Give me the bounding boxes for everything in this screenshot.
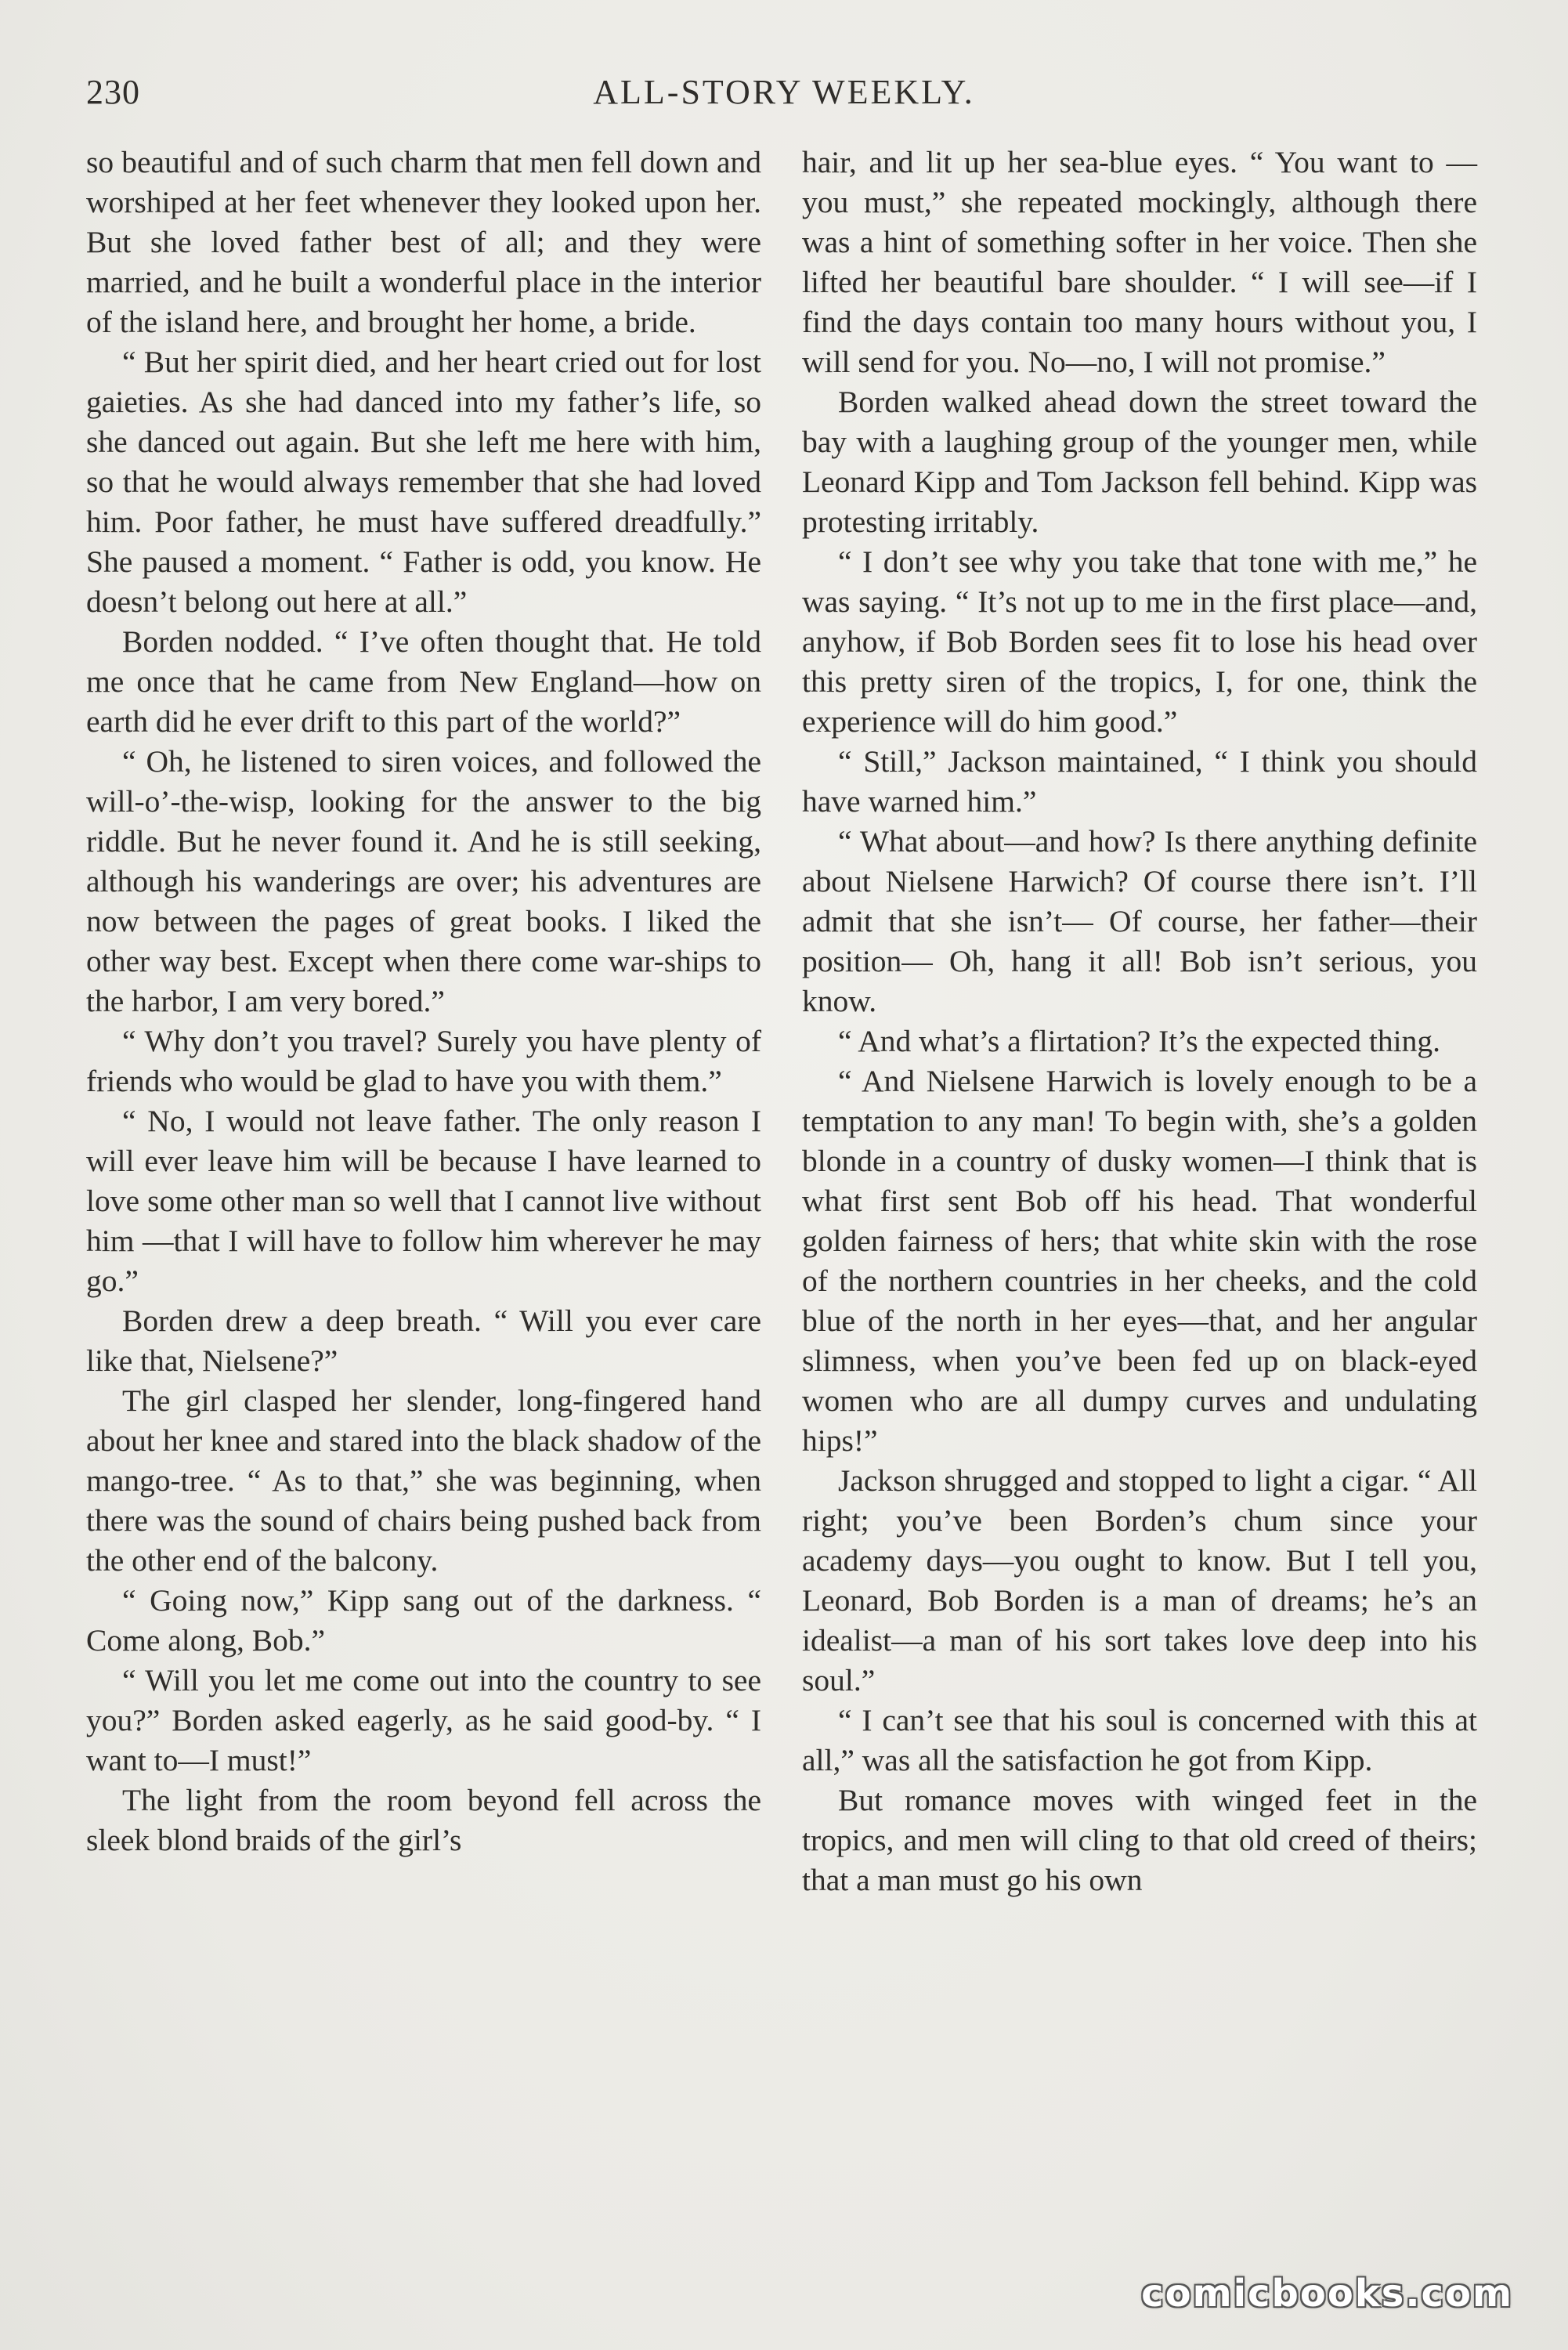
paragraph: Borden nodded. “ I’ve often thought that. He told me once that he came from New England—how on earth did he ever drift to this part of the world?”: [86, 624, 761, 739]
paragraph: “ Still,” Jackson maintained, “ I think you should have warned him.”: [802, 744, 1477, 819]
page-header: [86, 72, 1482, 119]
paragraph: “ I can’t see that his soul is concerned with this at all,” was all the satisfaction he got from Kipp.: [802, 1703, 1477, 1777]
paragraph: “ Why don’t you travel? Surely you have plenty of friends who would be glad to have you with them.”: [86, 1024, 761, 1098]
right-column: [802, 143, 1477, 1900]
paragraph: Borden walked ahead down the street toward the bay with a laughing group of the younger men, while Leonard Kipp and Tom Jackson fell behind. Kipp was protesting irritably.: [802, 385, 1477, 539]
paragraph: Jackson shrugged and stopped to light a cigar. “ All right; you’ve been Borden’s chum since your academy days—you ought to know. But I tell you, Leonard, Bob Borden is a man of dreams; he’s an idealist—a man of his sort takes love deep into his soul.”: [802, 1463, 1477, 1697]
left-column: [86, 143, 761, 1860]
paragraph: so beautiful and of such charm that men fell down and worshiped at her feet whenever they looked upon her. But she loved father best of all; and they were married, and he built a wonderful place in the interior of the island here, and brought her home, a bride.: [86, 145, 761, 339]
paragraph: “ No, I would not leave father. The only reason I will ever leave him will be because I have learned to love some other man so well that I cannot live without him —that I will have to follow him wherever he may go.”: [86, 1104, 761, 1298]
paragraph: “ I don’t see why you take that tone with me,” he was saying. “ It’s not up to me in the first place—and, anyhow, if Bob Borden sees fit to lose his head over this pretty siren of the tropics, I, for one, think the experience will do him good.”: [802, 544, 1477, 739]
watermark: comicbooks.com: [1141, 2272, 1513, 2316]
paragraph: hair, and lit up her sea-blue eyes. “ You want to — you must,” she repeated mockingly, although there was a hint of something softer in her voice. Then she lifted her beautiful bare shoulder. “ I will see—if I find the days contain too many hours without you, I will send for you. No—no, I will not promise.”: [802, 145, 1477, 379]
paragraph: “ Going now,” Kipp sang out of the darkness. “ Come along, Bob.”: [86, 1583, 761, 1658]
paragraph: “ And what’s a flirtation? It’s the expected thing.: [838, 1024, 1440, 1058]
paragraph: Borden drew a deep breath. “ Will you ever care like that, Nielsene?”: [86, 1303, 761, 1378]
paragraph: “ What about—and how? Is there anything definite about Nielsene Harwich? Of course there isn’t. I’ll admit that she isn’t— Of course, her father—their position— Oh, hang it all! Bob isn’t serious, you know.: [802, 824, 1477, 1018]
running-title: ALL-STORY WEEKLY.: [593, 73, 975, 111]
paragraph: The girl clasped her slender, long-fingered hand about her knee and stared into the black shadow of the mango-tree. “ As to that,” she was beginning, when there was the sound of chairs being pushed back from the other end of the balcony.: [86, 1383, 761, 1578]
paragraph: But romance moves with winged feet in the tropics, and men will cling to that old creed of theirs; that a man must go his own: [802, 1783, 1477, 1897]
paragraph: “ But her spirit died, and her heart cried out for lost gaieties. As she had danced into my father’s life, so she danced out again. But she left me here with him, so that he would always remember that she had loved him. Poor father, he must have suffered dreadfully.” She paused a moment. “ Father is odd, you know. He doesn’t belong out here at all.”: [86, 345, 761, 619]
paragraph: “ And Nielsene Harwich is lovely enough to be a temptation to any man! To begin with, she’s a golden blonde in a country of dusky women—I think that is what first sent Bob off his head. That wonderful golden fairness of hers; that white skin with the rose of the northern countries in her cheeks, and the cold blue of the north in her eyes—that, and her angular slimness, when you’ve been fed up on black-eyed women who are all dumpy curves and undulating hips!”: [802, 1064, 1477, 1458]
paragraph: “ Will you let me come out into the country to see you?” Borden asked eagerly, as he said good-by. “ I want to—I must!”: [86, 1663, 761, 1777]
paragraph: The light from the room beyond fell across the sleek blond braids of the girl’s: [86, 1783, 761, 1857]
paragraph: “ Oh, he listened to siren voices, and followed the will-o’-the-wisp, looking for the answer to the big riddle. But he never found it. And he is still seeking, although his wanderings are over; his adventures are now between the pages of great books. I liked the other way best. Except when there come war-ships to the harbor, I am very bored.”: [86, 744, 761, 1018]
page-number: 230: [86, 73, 140, 111]
